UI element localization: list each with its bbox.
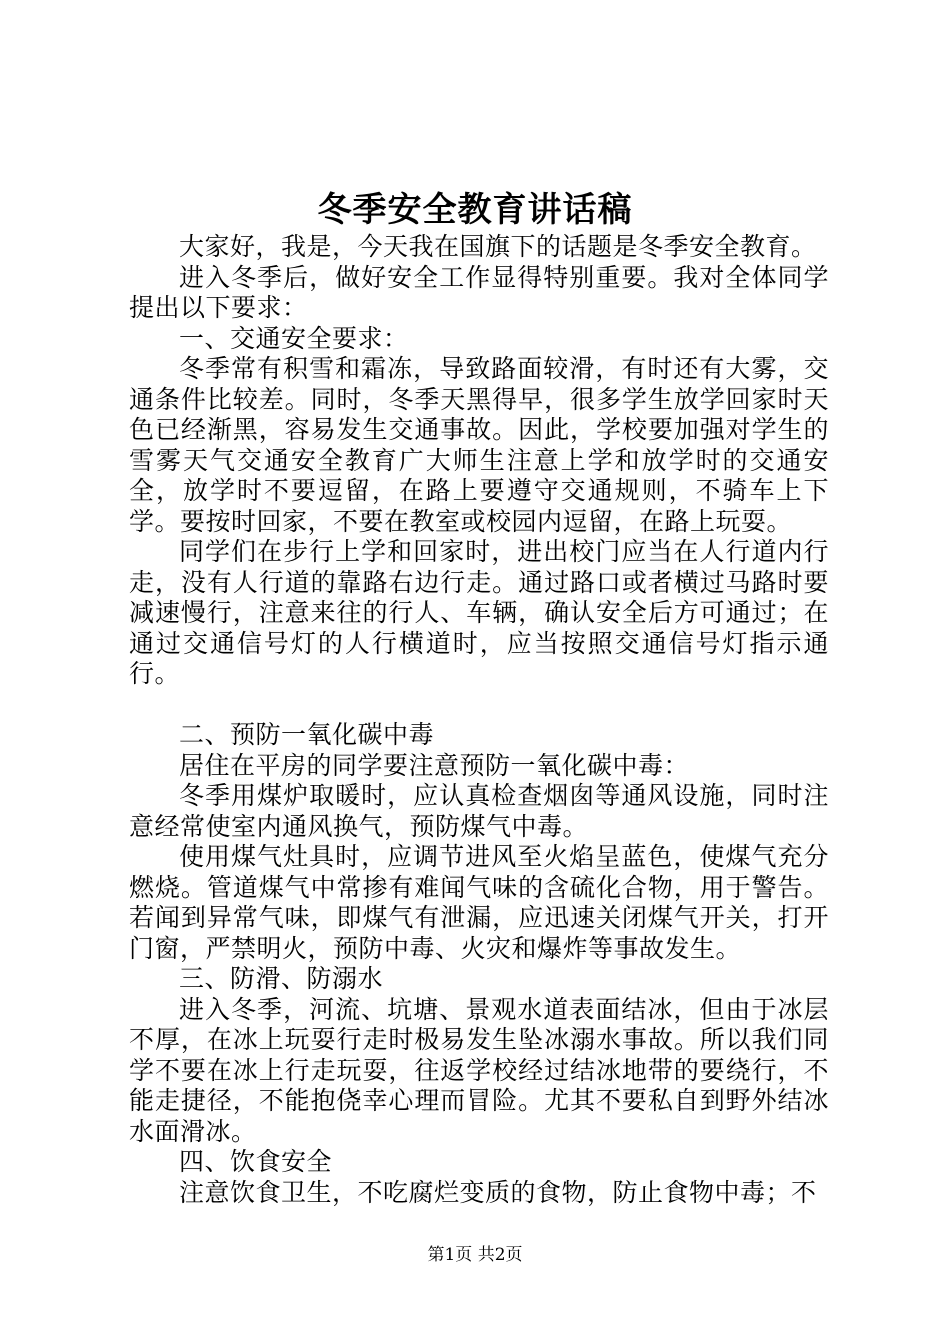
paragraph-ice: 进入冬季，河流、坑塘、景观水道表面结冰，但由于冰层不厚，在冰上玩耍行走时极易发生坠冰溺水事故。所以我们同学不要在冰上行走玩耍，往返学校经过结冰地带的要绕行，不能走捷径，不能抱侥幸心理而冒险。尤其不要私自到野外结冰水面滑冰。 [129,994,829,1146]
blank-line [129,690,829,721]
heading-traffic-safety: 一、交通安全要求： [179,323,409,353]
paragraph-co-1: 居住在平房的同学要注意预防一氧化碳中毒： [179,750,690,780]
document-title: 冬季安全教育讲话稿 [317,190,633,230]
paragraph-co-3: 使用煤气灶具时，应调节进风至火焰呈蓝色，使煤气充分燃烧。管道煤气中常掺有难闻气味的含硫化合物，用于警告。若闻到异常气味，即煤气有泄漏，应迅速关闭煤气开关，打开门窗，严禁明火，预防中毒、火灾和爆炸等事故发生。 [129,842,829,963]
page-footer: 第1页 共2页 [427,1245,523,1265]
paragraph-intro: 进入冬季后，做好安全工作显得特别重要。我对全体同学提出以下要求： [129,262,829,322]
heading-co-poisoning: 二、预防一氧化碳中毒 [179,720,435,749]
paragraph-greeting: 大家好，我是，今天我在国旗下的话题是冬季安全教育。 [179,232,817,261]
paragraph-traffic-1: 冬季常有积雪和霜冻，导致路面较滑，有时还有大雾，交通条件比较差。同时，冬季天黑得早，很多学生放学回家时天色已经渐黑，容易发生交通事故。因此，学校要加强对学生的雪雾天气交通安全教育广大师生注意上学和放学时的交通安全，放学时不要逗留，在路上要遵守交通规则，不骑车上下学。要按时回家，不要在教室或校园内逗留，在路上玩耍。 [129,354,829,536]
heading-slip-drowning: 三、防滑、防溺水 [179,964,384,993]
document-body [129,232,829,1208]
paragraph-food: 注意饮食卫生，不吃腐烂变质的食物，防止食物中毒；不 [179,1177,817,1207]
heading-food-safety: 四、饮食安全 [179,1147,333,1176]
paragraph-co-2: 冬季用煤炉取暖时，应认真检查烟囱等通风设施，同时注意经常使室内通风换气，预防煤气中毒。 [129,781,829,841]
paragraph-traffic-2: 同学们在步行上学和回家时，进出校门应当在人行道内行走，没有人行道的靠路右边行走。通过路口或者横过马路时要减速慢行，注意来往的行人、车辆，确认安全后方可通过；在通过交通信号灯的人行横道时，应当按照交通信号灯指示通行。 [129,537,829,688]
